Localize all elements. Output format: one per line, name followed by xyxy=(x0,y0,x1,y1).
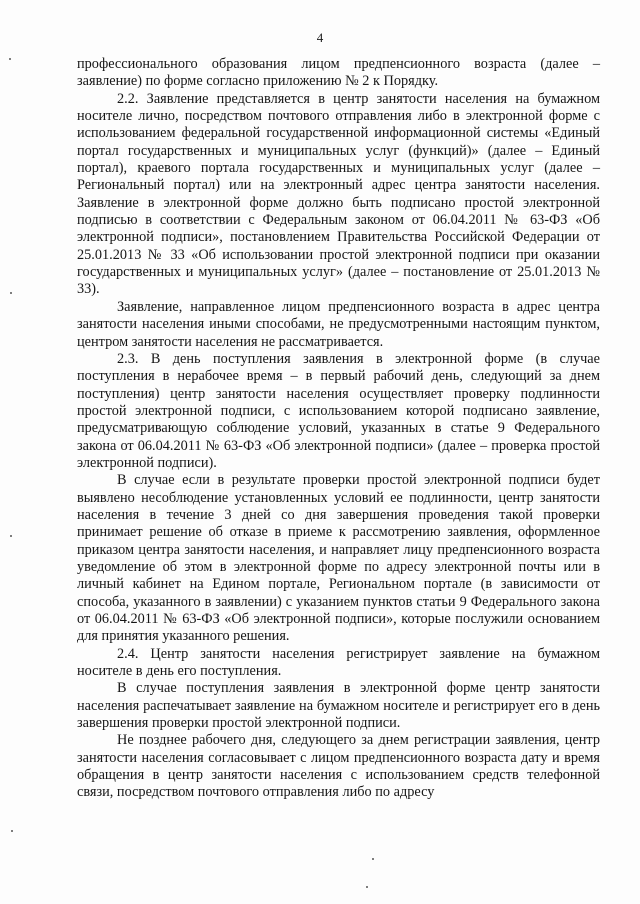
scan-speck xyxy=(10,292,12,294)
paragraph-2-3-refusal: В случае если в результате проверки простой электронной подписи будет выявлено несоблюдение установленных условий ее подлинности, центр занятости населения в течение 3 дней со дня завершения проведения такой проверки принимает решение об отказе в приеме к рассмотрению заявления, оформленное приказом центра занятости населения, и направляет лицу предпенсионного возраста уведомление об этом в электронной форме по адресу электронной почты или в личный кабинет на Едином портале, Региональном портале (в зависимости от способа, указанного в заявлении) с указанием пунктов статьи 9 Федерального закона от 06.04.2011 № 63-ФЗ «Об электронной подписи», которые послужили основанием для принятия указанного решения. xyxy=(77,472,600,645)
paragraph-2-2-other-methods: Заявление, направленное лицом предпенсионного возраста в адрес центра занятости населения иными способами, не предусмотренными настоящим пунктом, центром занятости населения не рассматривается. xyxy=(77,298,600,350)
paragraph-2-4-schedule: Не позднее рабочего дня, следующего за днем регистрации заявления, центр занятости населения согласовывает с лицом предпенсионного возраста дату и время обращения в центр занятости населения с использованием средств телефонной связи, посредством почтового отправления либо по адресу xyxy=(77,732,600,801)
paragraph-2-2: 2.2. Заявление представляется в центр занятости населения на бумажном носителе лично, посредством почтового отправления либо в электронной форме с использованием федеральной государственной информационной системы «Единый портал государственных и муниципальных услуг (функций)» (далее – Единый портал), краевого портала государственных и муниципальных услуг (далее – Региональный портал) или на электронный адрес центра занятости населения. Заявление в электронной форме должно быть подписано простой электронной подписью в соответствии с Федеральным законом от 06.04.2011 № 63-ФЗ «Об электронной подписи», постановлением Правительства Российской Федерации от 25.01.2013 № 33 «Об использовании простой электронной подписи при оказании государственных и муниципальных услуг» (далее – постановление от 25.01.2013 № 33). xyxy=(77,90,600,298)
scan-speck xyxy=(372,858,374,860)
scan-speck xyxy=(11,830,13,832)
scan-speck xyxy=(10,535,12,537)
document-body xyxy=(77,56,600,802)
paragraph-2-4-electronic: В случае поступления заявления в электронной форме центр занятости населения распечатывает заявление на бумажном носителе и регистрирует его в день завершения проверки простой электронной подписи. xyxy=(77,680,600,732)
paragraph-2-3: 2.3. В день поступления заявления в электронной форме (в случае поступления в нерабочее время – в первый рабочий день, следующий за днем поступления) центр занятости населения осуществляет проверку подлинности простой электронной подписи, с использованием которой подписано заявление, предусматривающую соблюдение условий, указанных в статье 9 Федерального закона от 06.04.2011 № 63-ФЗ «Об электронной подписи» (далее – проверка простой электронной подписи). xyxy=(77,350,600,471)
paragraph-continuation: профессионального образования лицом предпенсионного возраста (далее – заявление) по форме согласно приложению № 2 к Порядку. xyxy=(77,56,600,90)
scan-speck xyxy=(9,58,11,60)
page-number: 4 xyxy=(316,30,324,45)
scan-speck xyxy=(366,886,368,888)
paragraph-2-4: 2.4. Центр занятости населения регистрирует заявление на бумажном носителе в день его поступления. xyxy=(77,645,600,680)
